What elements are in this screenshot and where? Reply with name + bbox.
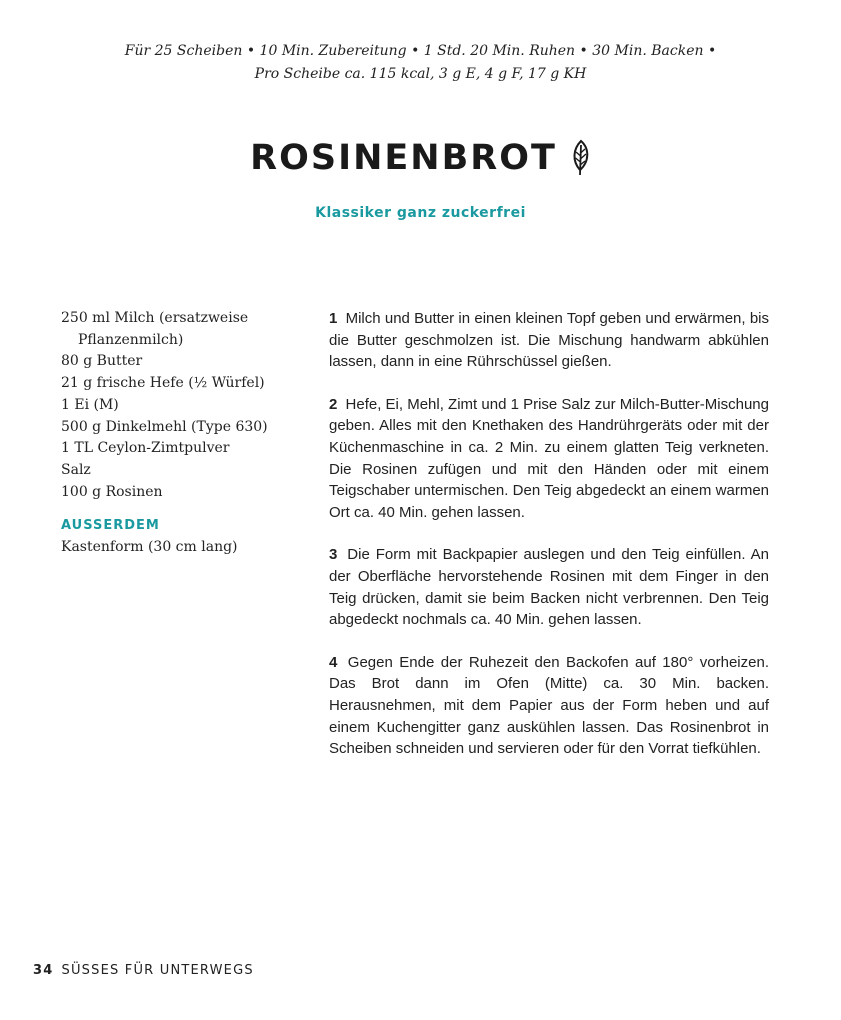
ingredient-item: 100 g Rosinen [61, 483, 163, 500]
ingredient-item: 1 Ei (M) [61, 396, 119, 413]
ingredient-item: 21 g frische Hefe (½ Würfel) [61, 375, 265, 392]
section-name: SÜSSES FÜR UNTERWEGS [61, 963, 254, 978]
step-number: 1 [329, 310, 338, 327]
step [329, 652, 769, 760]
step-text: Die Form mit Backpapier auslegen und den Teig einfüllen. An der Oberfläche hervorstehende Rosinen mit dem Finger in den Teig drücken, damit sie beim Backen nicht verbrennen. Den Teig abgedeckt nochmals ca. 40 Min. gehen lassen. [329, 546, 769, 629]
step-text: Milch und Butter in einen kleinen Topf geben und erwärmen, bis die Butter geschmolzen ist. Die Mischung handwarm abkühlen lassen, dann in eine Rührschüssel gießen. [329, 310, 770, 371]
instructions [329, 308, 769, 781]
step [329, 308, 769, 373]
recipe-subtitle: Klassiker ganz zuckerfrei [315, 205, 526, 221]
ingredient-item: Salz [61, 461, 91, 478]
step [329, 544, 769, 630]
recipe-meta [0, 40, 841, 86]
page-footer [33, 963, 254, 978]
title-row [0, 138, 841, 178]
ingredient-item: 250 ml Milch (ersatzweise Pflanzenmilch) [61, 310, 249, 348]
page-number: 34 [33, 963, 54, 978]
step-text: Hefe, Ei, Mehl, Zimt und 1 Prise Salz zur Milch-Butter-Mischung geben. Alles mit den Knethaken des Handrührgeräts oder mit der Küchenmaschine in ca. 2 Min. zu einem glatten Teig verkneten. Die Rosinen zufügen und mit den Händen oder mit einem Teigschaber untermischen. Den Teig abgedeckt an einem warmen Ort ca. 40 Min. gehen lassen. [329, 395, 769, 521]
step [329, 394, 769, 524]
meta-line-nutrition: Pro Scheibe ca. 115 kcal, 3 g E, 4 g F, 17 g KH [254, 66, 587, 82]
ingredient-item: 1 TL Ceylon-Zimtpulver [61, 440, 230, 457]
extras-heading: AUSSERDEM [61, 518, 160, 534]
extras-item: Kastenform (30 cm lang) [61, 539, 238, 556]
ingredients-list [61, 308, 291, 559]
ingredient-item: 80 g Butter [61, 353, 143, 370]
recipe-title: ROSINENBROT [250, 138, 557, 178]
step-number: 4 [329, 653, 338, 671]
meta-line-yield-times: Für 25 Scheiben • 10 Min. Zubereitung • 1 Std. 20 Min. Ruhen • 30 Min. Backen • [124, 43, 717, 59]
leaf-icon [571, 139, 591, 177]
ingredient-item: 500 g Dinkelmehl (Type 630) [61, 418, 268, 435]
step-number: 3 [329, 546, 338, 564]
step-text: Gegen Ende der Ruhezeit den Backofen auf 180° vorheizen. Das Brot dann im Ofen (Mitte) ca. 30 Min. backen. Herausnehmen, mit dem Papier aus der Form heben und auf einem Kuchengitter ganz auskühlen lassen. Das Rosinenbrot in Scheiben schneiden und servieren oder für den Vorrat tiefkühlen. [329, 653, 769, 758]
step-number: 2 [329, 395, 338, 413]
